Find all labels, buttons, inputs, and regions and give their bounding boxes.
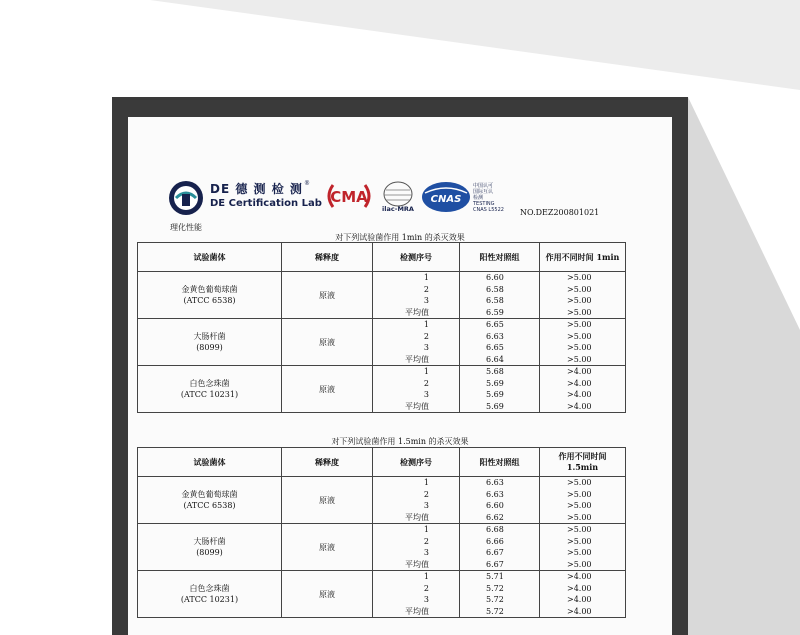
dilution-cell: 原液 [282,272,373,319]
cnas-logo-text: CNAS [430,194,462,205]
positive-control-cell: 5.71 5.72 5.72 5.72 [460,571,540,618]
kill-result-cell: >5.00 >5.00 >5.00 >5.00 [540,319,626,366]
dilution-cell: 原液 [282,366,373,413]
kill-result-cell: >5.00 >5.00 >5.00 >5.00 [540,477,626,524]
results-table-1-5min [137,447,626,618]
table-header-cell: 试验菌体 [138,448,282,477]
test-index-cell: 1 2 3 平均值 [373,366,460,413]
cma-logo [325,183,373,209]
kill-result-cell: >4.00 >4.00 >4.00 >4.00 [540,571,626,618]
table-row [138,571,626,618]
table-row [138,272,626,319]
de-logo-icon [168,180,204,216]
dilution-cell: 原液 [282,524,373,571]
test-index-cell: 1 2 3 平均值 [373,571,460,618]
test-index-cell: 1 2 3 平均值 [373,524,460,571]
organism-cell: 金黄色葡萄球菌 (ATCC 6538) [138,272,282,319]
test-index-cell: 1 2 3 平均值 [373,272,460,319]
table-row [138,524,626,571]
positive-control-cell: 6.65 6.63 6.65 6.64 [460,319,540,366]
table-header-cell: 阳性对照组 [460,448,540,477]
document-number: NO.DEZ200801021 [520,208,600,217]
table-header-cell: 作用不同时间 1.5min [540,448,626,477]
table-header-cell: 检测序号 [373,448,460,477]
organism-cell: 白色念珠菌 (ATCC 10231) [138,571,282,618]
table-header-cell: 作用不同时间 1min [540,243,626,272]
table-row [138,477,626,524]
table-header-cell: 阳性对照组 [460,243,540,272]
test-index-cell: 1 2 3 平均值 [373,477,460,524]
positive-control-cell: 6.68 6.66 6.67 6.67 [460,524,540,571]
organism-cell: 金黄色葡萄球菌 (ATCC 6538) [138,477,282,524]
section-title: 理化性能 [170,223,202,232]
table-header-cell: 检测序号 [373,243,460,272]
table-caption: 对下列试验菌作用 1.5min 的杀灭效果 [331,437,469,446]
table-header-cell: 试验菌体 [138,243,282,272]
table-header-cell: 稀释度 [282,448,373,477]
dilution-cell: 原液 [282,571,373,618]
ilac-mra-logo [378,180,418,214]
positive-control-cell: 6.63 6.63 6.60 6.62 [460,477,540,524]
kill-result-cell: >4.00 >4.00 >4.00 >4.00 [540,366,626,413]
organism-cell: 大肠杆菌 (8099) [138,319,282,366]
cnas-logo [421,181,471,213]
de-logo-text-en: DE Certification Lab [210,198,322,209]
table-row [138,366,626,413]
table-header-cell: 稀释度 [282,243,373,272]
results-table-1min [137,242,626,413]
cma-logo-text: CMA [330,188,368,206]
table-header-row [138,448,626,477]
organism-cell: 大肠杆菌 (8099) [138,524,282,571]
positive-control-cell: 6.60 6.58 6.58 6.59 [460,272,540,319]
table-row [138,319,626,366]
kill-result-cell: >5.00 >5.00 >5.00 >5.00 [540,272,626,319]
test-index-cell: 1 2 3 平均值 [373,319,460,366]
table-caption: 对下列试验菌作用 1min 的杀灭效果 [335,233,465,242]
de-logo-text-cn: DE 德 测 检 测 [210,182,303,196]
dilution-cell: 原液 [282,477,373,524]
ilac-logo-text: ilac-MRA [382,205,414,213]
registered-mark: ® [304,180,310,187]
organism-cell: 白色念珠菌 (ATCC 10231) [138,366,282,413]
cnas-note: 中国认可 国际互认 检测 TESTING CNAS L5522 [473,183,504,213]
table-header-row [138,243,626,272]
dilution-cell: 原液 [282,319,373,366]
kill-result-cell: >5.00 >5.00 >5.00 >5.00 [540,524,626,571]
positive-control-cell: 5.68 5.69 5.69 5.69 [460,366,540,413]
